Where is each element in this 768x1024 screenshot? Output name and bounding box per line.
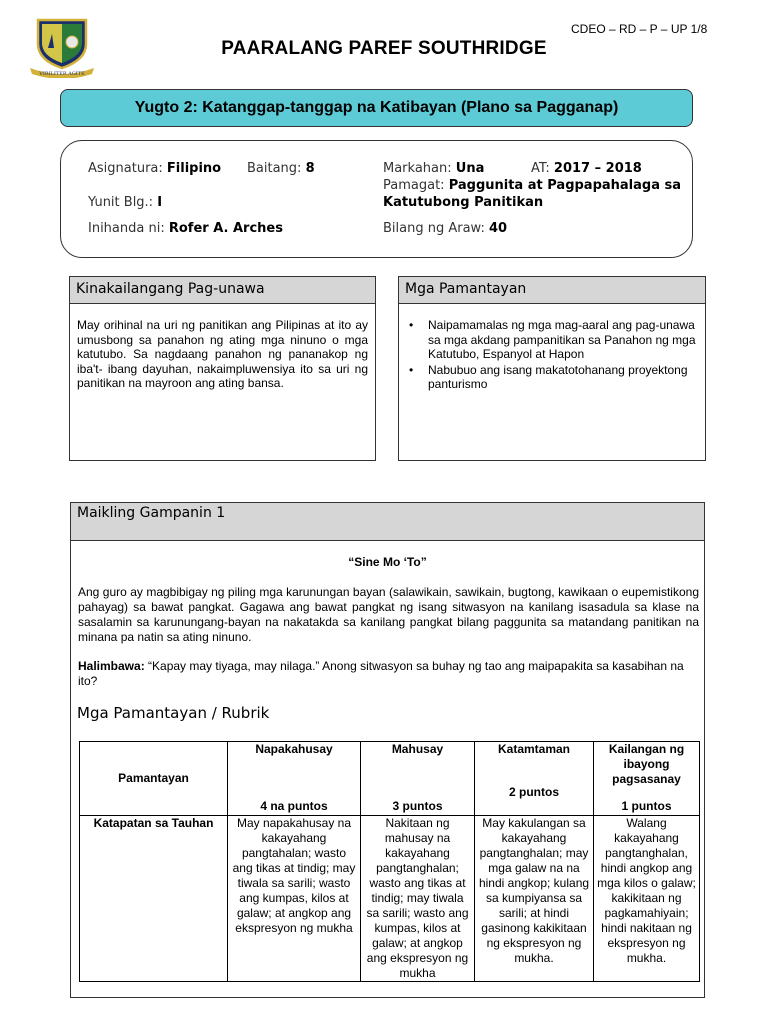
rubric-criterion: Katapatan sa Tauhan — [80, 816, 228, 982]
rubric-header-level: Mahusay 3 puntos — [361, 742, 475, 816]
understanding-panel — [69, 276, 376, 461]
school-year-field: AT: 2017 – 2018 — [531, 161, 642, 176]
table-row — [80, 816, 700, 982]
rubric-heading: Mga Pamantayan / Rubrik — [77, 704, 270, 722]
performance-task-panel — [70, 502, 705, 998]
rubric-cell: May napakahusay na kakayahang pangtahalan; wasto ang tikas at tindig; may tiwala sa sarili; wasto ang kumpas, kilos at galaw; at angkop ang ekspresyon ng mukha — [228, 816, 361, 982]
rubric-header-criteria: Pamantayan — [80, 742, 228, 816]
task-heading: Maikling Gampanin 1 — [71, 503, 704, 541]
standards-heading: Mga Pamantayan — [399, 277, 705, 304]
subject-field: Asignatura: Filipino — [88, 161, 222, 176]
standards-list — [399, 304, 705, 392]
rubric-table — [79, 741, 700, 982]
understanding-text: May orihinal na uri ng panitikan ang Pilipinas at ito ay umusbong sa panahon ng ating mga ninuno o mga katutubo. Sa nagdaang panahon ng pananakop ng iba't- ibang dayuhan, nakaimpluwensiya ito sa uri ng panitikan na mayroon ang ating bansa. — [77, 318, 368, 390]
list-item: • Naipamamalas ng mga mag-aaral ang pag-unawa sa mga akdang pampanitikan sa Panahon ng mga Katutubo, Espanyol at Hapon — [407, 318, 697, 362]
standards-panel — [398, 276, 706, 461]
task-example — [78, 659, 699, 689]
example-label: Halimbawa: — [78, 659, 145, 673]
quarter-field: Markahan: Una — [383, 161, 485, 176]
task-description: Ang guro ay magbibigay ng piling mga karunungan bayan (salawikain, sawikain, bugtong, kawikaan o eupemistikong pahayag) sa bawat pangkat. Gagawa ang bawat pangkat ng isang sitwasyon na kanilang isasadula sa klase na sasalamin sa karunungang-bayan na nakatakda sa kanilang pangkat bilang paggunita sa matandang panitikan na minana pa natin sa ating ninuno. — [78, 585, 699, 644]
rubric-header-row — [80, 742, 700, 816]
document-code: CDEO – RD – P – UP 1/8 — [571, 22, 708, 36]
rubric-header-level: Kailangan ng ibayong pagsasanay 1 puntos — [594, 742, 700, 816]
example-text: “Kapay may tiyaga, may nilaga.” Anong sitwasyon sa buhay ng tao ang maipapakita sa kasabihan na ito? — [78, 659, 684, 688]
rubric-cell: Walang kakayahang pangtanghalan, hindi angkop ang mga kilos o galaw; kakikitaan ng pagkamahiyain; hindi nakitaan ng ekspresyon ng mukha. — [594, 816, 700, 982]
title-field-line2: Katutubong Panitikan — [383, 195, 544, 210]
unit-field: Yunit Blg.: I — [88, 195, 163, 210]
rubric-header-level: Katamtaman 2 puntos — [475, 742, 594, 816]
rubric-cell: May kakulangan sa kakayahang pangtanghalan; may mga galaw na na hindi angkop; kulang sa kumpiyansa sa sarili; at hindi gasinong kakikitaan ng ekspresyon ng mukha. — [475, 816, 594, 982]
logo-motto: VIRILITER AGITE — [39, 71, 85, 77]
grade-field: Baitang: 8 — [247, 161, 315, 176]
title-field: Pamagat: Paggunita at Pagpapahalaga sa — [383, 178, 682, 193]
school-name: PAARALANG PAREF SOUTHRIDGE — [221, 38, 547, 59]
rubric-header-level: Napakahusay 4 na puntos — [228, 742, 361, 816]
understanding-heading: Kinakailangang Pag-unawa — [70, 277, 375, 304]
prepared-by-field: Inihanda ni: Rofer A. Arches — [88, 221, 283, 236]
rubric-cell: Nakitaan ng mahusay na kakayahang pangtanghalan; wasto ang tikas at tindig; may tiwala sa sarili; wasto ang kumpas, kilos at galaw; at angkop ang ekspresyon ng mukha — [361, 816, 475, 982]
task-title: “Sine Mo ‘To” — [348, 555, 427, 569]
stage-banner: Yugto 2: Katanggap-tanggap na Katibayan (Plano sa Pagganap) — [60, 89, 693, 127]
list-item: • Nabubuo ang isang makatotohanang proyektong panturismo — [407, 363, 697, 392]
course-info-box — [60, 140, 693, 258]
days-field: Bilang ng Araw: 40 — [383, 221, 508, 236]
